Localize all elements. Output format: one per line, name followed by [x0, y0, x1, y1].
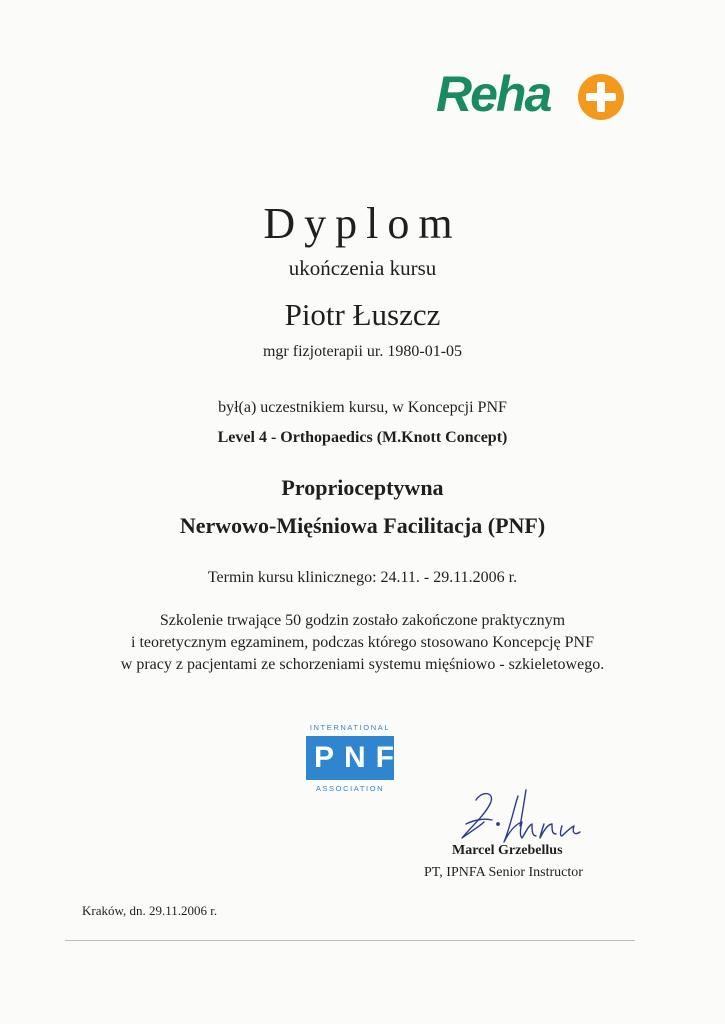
- place-and-date: Kraków, dn. 29.11.2006 r.: [82, 903, 218, 918]
- logo-text: Reha: [436, 66, 551, 122]
- description-line: Szkolenie trwające 50 godzin zostało zakończone praktycznym: [159, 612, 566, 629]
- signer-name: Marcel Grzebellus: [452, 843, 563, 858]
- pnf-logo-top-text: INTERNATIONAL: [309, 723, 391, 732]
- signer-title: PT, IPNFA Senior Instructor: [424, 865, 583, 880]
- diploma-subtitle: ukończenia kursu: [288, 256, 437, 280]
- recipient-details: mgr fizjoterapii ur. 1980-01-05: [262, 343, 463, 360]
- course-dates: Termin kursu klinicznego: 24.11. - 29.11.2006 r.: [207, 569, 518, 586]
- participant-line: był(a) uczestnikiem kursu, w Koncepcji PNF: [218, 399, 507, 416]
- plus-icon: [578, 74, 624, 120]
- course-heading-line2: Nerwowo-Mięśniowa Facilitacja (PNF): [179, 513, 546, 538]
- footer-divider: [65, 940, 635, 941]
- course-heading-line1: Proprioceptywna: [281, 475, 444, 500]
- pnf-logo-main-text: PNF: [306, 736, 394, 780]
- pnf-association-logo: [304, 723, 404, 797]
- reha-plus-logo: [436, 66, 624, 128]
- description-line: w pracy z pacjentami ze schorzeniami systemu mięśniowo - szkieletowego.: [120, 656, 605, 673]
- course-description: [0, 610, 725, 676]
- course-level: Level 4 - Orthopaedics (M.Knott Concept): [217, 429, 508, 446]
- description-line: i teoretycznym egzaminem, podczas którego stosowano Koncepcję PNF: [131, 634, 594, 651]
- recipient-name: Piotr Łuszcz: [284, 297, 441, 332]
- pnf-logo-bottom-text: ASSOCIATION: [315, 784, 385, 793]
- diploma-title: Dyplom: [263, 199, 462, 248]
